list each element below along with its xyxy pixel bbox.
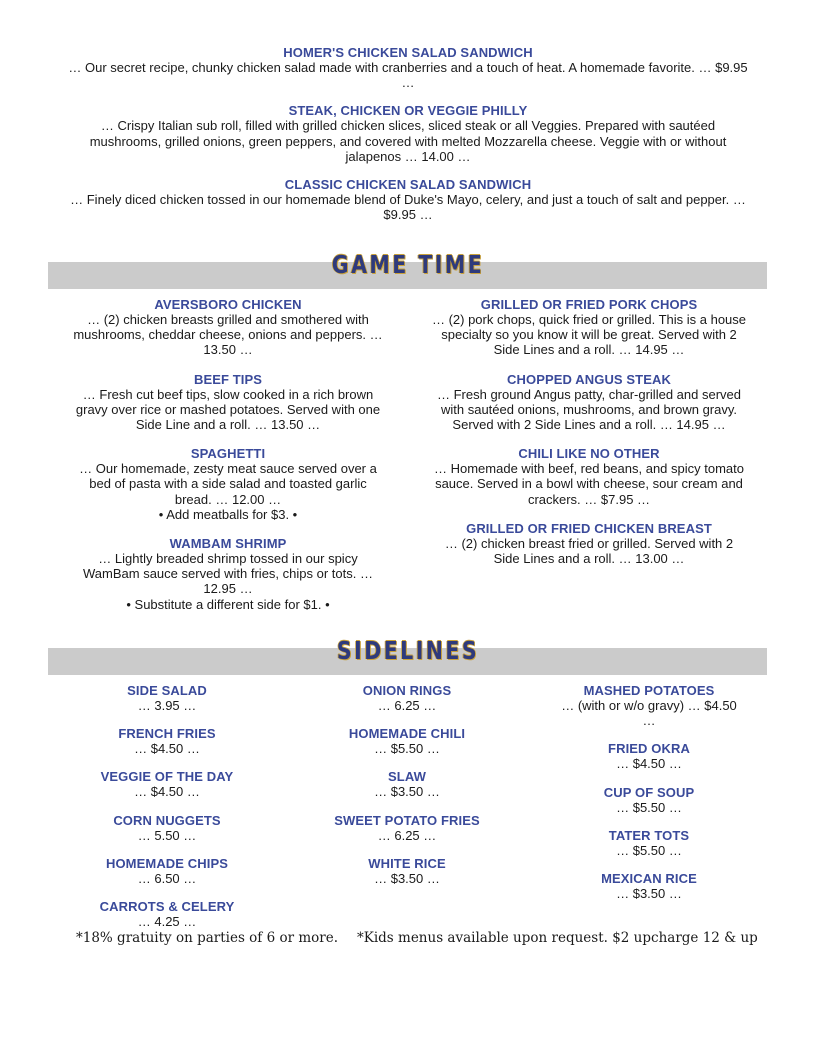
menu-item-description: … (2) pork chops, quick fried or grilled. This is a house specialty so you know it will be great. Served with 2 Side Lines and a roll. … 14.95 … <box>431 312 747 358</box>
side-item <box>76 769 258 799</box>
side-item <box>76 813 258 843</box>
menu-item-classic-chicken-salad <box>66 177 750 222</box>
sidelines-column-1 <box>76 683 258 942</box>
side-item-price: … $5.50 … <box>616 799 682 815</box>
menu-item-description: … Fresh ground Angus patty, char-grilled and served with sautéed onions, mushrooms, and brown gravy. Served with 2 Side Lines and a roll. … 14.95 … <box>437 386 741 433</box>
menu-item-name: HOMER'S CHICKEN SALAD SANDWICH <box>283 45 533 60</box>
menu-item-beef-tips <box>72 372 384 433</box>
menu-item-pork-chops <box>431 297 747 358</box>
side-item <box>556 683 742 728</box>
side-item-name: HOMEMADE CHIPS <box>105 855 229 871</box>
menu-item-philly <box>66 103 750 164</box>
side-item-price: … 6.25 … <box>377 827 437 843</box>
side-item-name: ONION RINGS <box>362 683 452 698</box>
side-item-price: … 5.50 … <box>137 827 197 843</box>
side-item-name: CARROTS & CELERY <box>99 899 235 915</box>
menu-item-description: … (2) chicken breast fried or grilled. Served with 2 Side Lines and a roll. … 13.00 … <box>444 535 734 567</box>
side-item <box>76 899 258 929</box>
side-item-price: … $3.50 … <box>374 870 440 886</box>
side-item-name: SLAW <box>388 769 426 785</box>
menu-item-description: … Lightly breaded shrimp tossed in our spicy WamBam sauce served with fries, chips or tots. … 12.95 … <box>83 551 373 597</box>
menu-item-homers-chicken-salad <box>66 45 750 90</box>
game-time-heading: GAME TIME <box>331 250 485 279</box>
side-item-price: … $4.50 … <box>134 741 200 757</box>
game-time-right-column <box>431 297 747 580</box>
menu-item-description: … Fresh cut beef tips, slow cooked in a rich brown gravy over rice or mashed potatoes. Served with one Side Line and a roll. … 13.50 … <box>75 386 381 433</box>
side-item-price: … $3.50 … <box>374 784 440 800</box>
kids-menu-footnote: *Kids menus available upon request. $2 upcharge 12 & up <box>357 930 758 946</box>
side-item-name: WHITE RICE <box>368 855 446 871</box>
menu-item-note: • Substitute a different side for $1. • <box>126 596 330 612</box>
side-item-price: … $5.50 … <box>616 842 682 858</box>
menu-item-name: CHILI LIKE NO OTHER <box>518 446 660 462</box>
menu-item-description: … (2) chicken breasts grilled and smothered with mushrooms, cheddar cheese, onions and peppers. … 13.50 … <box>73 312 383 358</box>
menu-item-spaghetti <box>72 446 384 522</box>
side-item-price: … 3.95 … <box>137 698 197 713</box>
sidelines-heading: SIDELINES <box>336 636 480 665</box>
side-item-price: … 6.25 … <box>377 698 437 713</box>
menu-item-description: … Our homemade, zesty meat sauce served over a bed of pasta with a side salad and toasted garlic bread. … 12.00 … <box>79 461 377 507</box>
menu-item-wambam-shrimp <box>72 536 384 612</box>
menu-item-name: SPAGHETTI <box>190 446 266 462</box>
side-item <box>316 813 498 843</box>
side-item-name: FRENCH FRIES <box>118 726 216 742</box>
side-item-name: MEXICAN RICE <box>601 871 697 887</box>
side-item-name: HOMEMADE CHILI <box>348 726 466 742</box>
menu-item-name: CLASSIC CHICKEN SALAD SANDWICH <box>284 177 532 193</box>
side-item <box>556 741 742 771</box>
side-item-name: MASHED POTATOES <box>583 683 715 698</box>
side-item-name: FRIED OKRA <box>608 741 690 757</box>
sidelines-column-3 <box>556 683 742 914</box>
side-item <box>316 726 498 756</box>
side-item-price: … $4.50 … <box>134 784 200 800</box>
side-item-name: CUP OF SOUP <box>603 784 695 800</box>
side-item-name: VEGGIE OF THE DAY <box>100 769 234 785</box>
menu-item-note: • Add meatballs for $3. • <box>158 506 298 522</box>
menu-item-aversboro-chicken <box>72 297 384 358</box>
side-item-price: … $3.50 … <box>616 886 682 902</box>
side-item <box>316 856 498 886</box>
game-time-left-column <box>72 297 384 626</box>
side-item-price: … $5.50 … <box>374 741 440 757</box>
side-item-name: SWEET POTATO FRIES <box>334 812 480 828</box>
side-item-price: … (with or w/o gravy) … $4.50 … <box>561 698 737 729</box>
menu-item-name: BEEF TIPS <box>193 371 263 387</box>
menu-item-description: … Crispy Italian sub roll, filled with grilled chicken slices, sliced steak or all Veggies. Prepared with sautéed mushrooms, grilled onions, green peppers, and covered with melted Mozzarella cheese. Veggie with or without jalapenos … 14.00 … <box>89 118 727 164</box>
side-item <box>556 828 742 858</box>
menu-item-name: STEAK, CHICKEN OR VEGGIE PHILLY <box>288 103 528 119</box>
side-item <box>76 726 258 756</box>
side-item-price: … 4.25 … <box>137 914 197 930</box>
side-item-price: … $4.50 … <box>616 756 682 772</box>
menu-item-name: WAMBAM SHRIMP <box>169 536 287 552</box>
side-item-name: SIDE SALAD <box>127 683 207 698</box>
menu-item-description: … Finely diced chicken tossed in our homemade blend of Duke's Mayo, celery, and just a touch of salt and pepper. … $9.95 … <box>70 192 746 223</box>
menu-item-chili <box>431 446 747 507</box>
side-item-name: CORN NUGGETS <box>113 812 221 828</box>
menu-item-description: … Homemade with beef, red beans, and spicy tomato sauce. Served in a bowl with cheese, sour cream and crackers. … $7.95 … <box>434 461 744 507</box>
menu-item-chicken-breast <box>431 521 747 566</box>
menu-item-name: AVERSBORO CHICKEN <box>154 297 302 312</box>
sandwich-section <box>66 45 750 235</box>
side-item <box>556 871 742 901</box>
sidelines-column-2 <box>316 683 498 899</box>
menu-item-name: GRILLED OR FRIED CHICKEN BREAST <box>466 520 712 536</box>
side-item-name: TATER TOTS <box>608 827 690 843</box>
side-item-price: … 6.50 … <box>137 870 197 886</box>
side-item <box>76 856 258 886</box>
menu-item-description: … Our secret recipe, chunky chicken salad made with cranberries and a touch of heat. A homemade favorite. … $9.95 … <box>68 60 748 91</box>
side-item <box>316 683 498 713</box>
menu-item-name: CHOPPED ANGUS STEAK <box>507 371 671 387</box>
side-item <box>316 769 498 799</box>
side-item <box>76 683 258 713</box>
side-item <box>556 785 742 815</box>
menu-item-name: GRILLED OR FRIED PORK CHOPS <box>480 297 698 312</box>
menu-item-chopped-angus-steak <box>431 372 747 433</box>
gratuity-footnote: *18% gratuity on parties of 6 or more. <box>76 930 339 946</box>
